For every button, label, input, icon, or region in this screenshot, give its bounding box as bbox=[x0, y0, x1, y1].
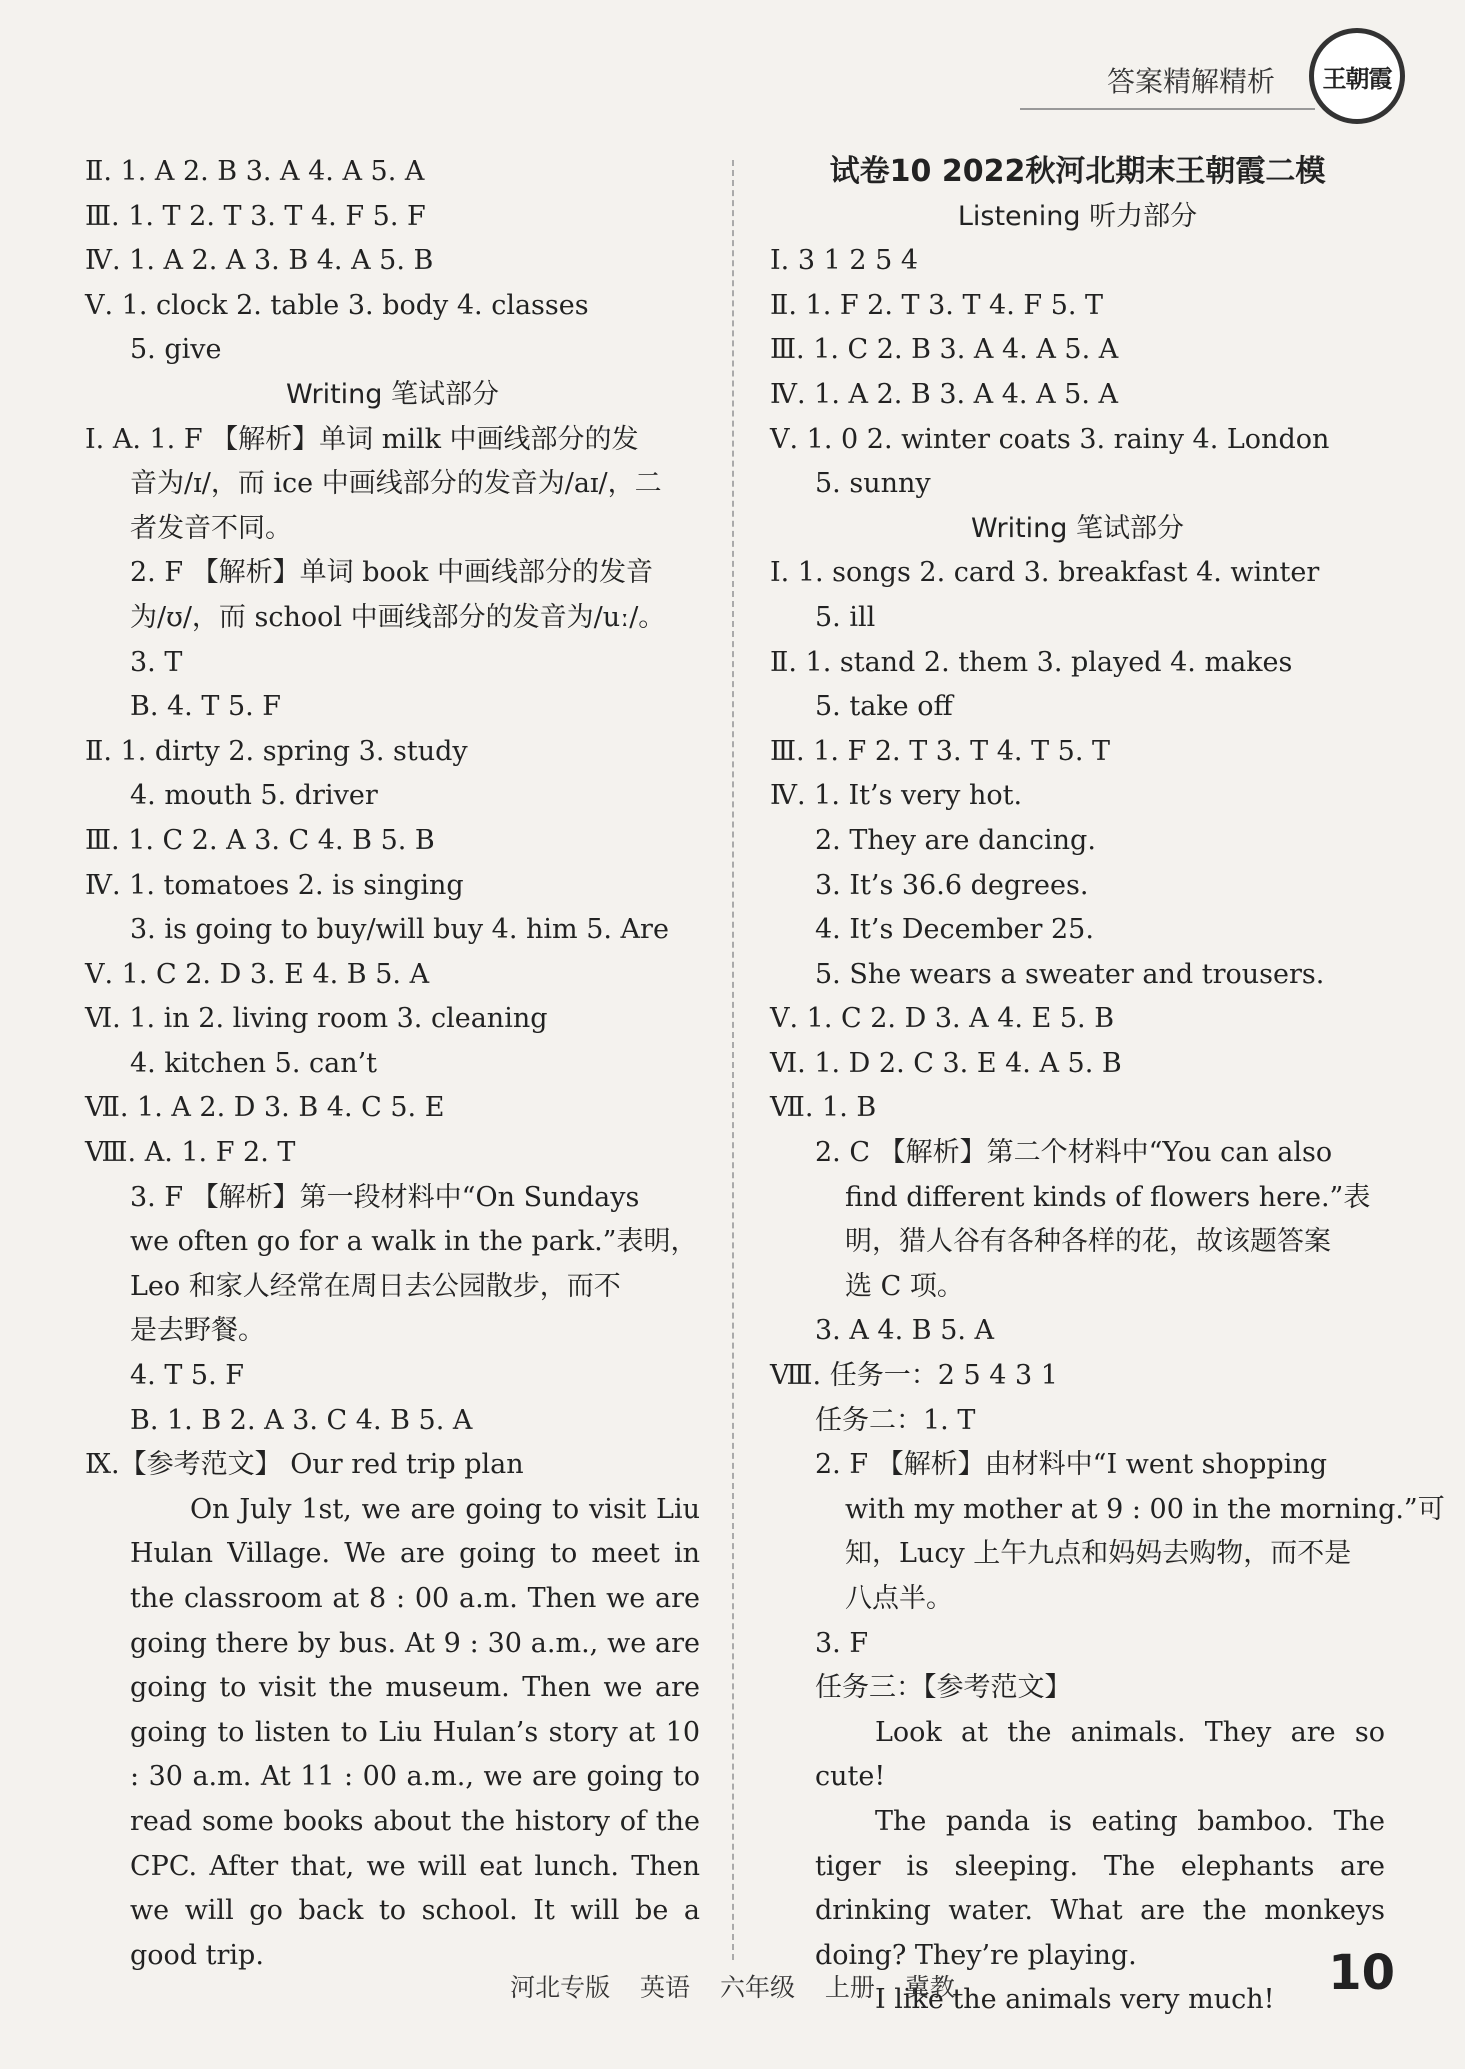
answer-line: Ⅶ. 1. A 2. D 3. B 4. C 5. E bbox=[85, 1092, 445, 1124]
answer-line: 5. sunny bbox=[815, 468, 931, 500]
answer-line: 任务二：1. T bbox=[815, 1404, 976, 1436]
answer-line: find different kinds of flowers here.”表 bbox=[845, 1181, 1371, 1213]
answer-line: 5. take off bbox=[815, 691, 953, 723]
answer-line: 选 C 项。 bbox=[845, 1270, 964, 1302]
answer-line: 2. F 【解析】由材料中“I went shopping bbox=[815, 1449, 1327, 1481]
answer-line: 音为/ɪ/，而 ice 中画线部分的发音为/aɪ/，二 bbox=[130, 468, 662, 500]
answer-line: Ⅳ. 1. A 2. B 3. A 4. A 5. A bbox=[770, 378, 1119, 410]
sample-essay-paragraph: I like the animals very much! bbox=[875, 1984, 1275, 2016]
answer-line: 4. T 5. F bbox=[130, 1360, 245, 1392]
answer-line: 3. is going to buy/will buy 4. him 5. Are bbox=[130, 914, 669, 946]
answer-line: 5. give bbox=[130, 334, 222, 366]
answer-line: 4. kitchen 5. can’t bbox=[130, 1047, 378, 1079]
answer-line: Ⅴ. 1. C 2. D 3. E 4. B 5. A bbox=[85, 958, 430, 990]
answer-line: 者发音不同。 bbox=[130, 512, 292, 544]
answer-line: Ⅲ. 1. T 2. T 3. T 4. F 5. F bbox=[85, 200, 426, 232]
answer-line: Ⅴ. 1. clock 2. table 3. body 4. classes bbox=[85, 289, 589, 321]
brand-logo bbox=[1309, 28, 1405, 124]
writing-section-heading: Writing 笔试部分 bbox=[285, 378, 499, 410]
test-title: 试卷10 2022秋河北期末王朝霞二模 bbox=[829, 154, 1326, 189]
answer-line: Ⅷ. A. 1. F 2. T bbox=[85, 1137, 296, 1169]
answer-line: Ⅱ. 1. dirty 2. spring 3. study bbox=[85, 735, 468, 767]
answer-line: Ⅴ. 1. C 2. D 3. A 4. E 5. B bbox=[770, 1003, 1115, 1035]
answer-line: Ⅷ. 任务一：2 5 4 3 1 bbox=[770, 1360, 1058, 1392]
answer-line: B. 1. B 2. A 3. C 4. B 5. A bbox=[130, 1404, 473, 1436]
header-title: 答案精解精析 bbox=[1106, 65, 1275, 98]
right-column bbox=[770, 150, 1445, 2023]
answer-line: 3. F bbox=[815, 1627, 869, 1659]
footer-edition: 河北专版 英语 六年级 上册 冀教 bbox=[510, 1973, 955, 2002]
answer-line: Ⅳ. 1. A 2. A 3. B 4. A 5. B bbox=[85, 245, 434, 277]
answer-line: Ⅳ. 1. tomatoes 2. is singing bbox=[85, 869, 464, 901]
answer-line: Ⅲ. 1. C 2. B 3. A 4. A 5. A bbox=[770, 334, 1119, 366]
logo-text: 王朝霞 bbox=[1322, 63, 1392, 93]
answer-line: Ⅴ. 1. 0 2. winter coats 3. rainy 4. London bbox=[770, 423, 1330, 455]
page-number: 10 bbox=[1328, 1945, 1395, 2001]
answer-line: 2. F 【解析】单词 book 中画线部分的发音 bbox=[130, 557, 653, 589]
answer-line: 4. It’s December 25. bbox=[815, 914, 1094, 946]
answer-line: 明，猎人谷有各种各样的花，故该题答案 bbox=[845, 1226, 1331, 1258]
answer-line: 5. She wears a sweater and trousers. bbox=[815, 958, 1325, 990]
header-rule bbox=[1020, 108, 1315, 110]
sample-essay: On July 1st, we are going to visit Liu Hulan Village. We are going to meet in the classroom at 8 : 00 a.m. Then we are going there by bus. At 9 : 30 a.m., we are going to visit the museum. Then we are going to listen to Liu Hulan’s story at 10 : 30 a.m. At 11 : 00 a.m., we are going to read some books about the history of the CPC. After that, we will eat lunch. Then we will go back to school. It will be a good trip. bbox=[130, 1493, 700, 1971]
answer-line: 任务三：【参考范文】 bbox=[815, 1672, 1072, 1704]
answer-line: 八点半。 bbox=[845, 1583, 953, 1614]
answer-line: Ⅲ. 1. C 2. A 3. C 4. B 5. B bbox=[85, 824, 435, 856]
answer-line: Ⅳ. 1. It’s very hot. bbox=[770, 780, 1023, 812]
answer-line: Ⅵ. 1. D 2. C 3. E 4. A 5. B bbox=[770, 1047, 1122, 1079]
answer-line: with my mother at 9 : 00 in the morning.”可 bbox=[845, 1493, 1445, 1525]
sample-essay-paragraph: The panda is eating bamboo. The tiger is sleeping. The elephants are drinking water. What are the monkeys doing? They’re playing. bbox=[815, 1805, 1385, 1971]
answer-line: Ⅸ.【参考范文】 Our red trip plan bbox=[85, 1449, 524, 1481]
answer-line: 5. ill bbox=[815, 601, 876, 633]
answer-line: 2. They are dancing. bbox=[815, 824, 1096, 856]
answer-line: Ⅰ. 1. songs 2. card 3. breakfast 4. winter bbox=[770, 557, 1320, 589]
answer-line: 4. mouth 5. driver bbox=[130, 780, 378, 812]
answer-line: 知，Lucy 上午九点和妈妈去购物，而不是 bbox=[845, 1538, 1352, 1570]
answer-line: Ⅶ. 1. B bbox=[770, 1092, 877, 1124]
left-column bbox=[85, 150, 700, 1978]
answer-line: Ⅱ. 1. F 2. T 3. T 4. F 5. T bbox=[770, 289, 1104, 321]
answer-line: 是去野餐。 bbox=[130, 1315, 265, 1347]
answer-line: Ⅵ. 1. in 2. living room 3. cleaning bbox=[85, 1003, 548, 1035]
column-divider bbox=[732, 160, 734, 1960]
answer-line: Ⅰ. A. 1. F 【解析】单词 milk 中画线部分的发 bbox=[85, 423, 639, 455]
answer-line: we often go for a walk in the park.”表明， bbox=[130, 1226, 698, 1258]
answer-line: Leo 和家人经常在周日去公园散步，而不 bbox=[130, 1270, 621, 1302]
answer-line: 3. F 【解析】第一段材料中“On Sundays bbox=[130, 1181, 640, 1213]
writing-section-heading: Writing 笔试部分 bbox=[970, 512, 1184, 544]
answer-line: Ⅲ. 1. F 2. T 3. T 4. T 5. T bbox=[770, 735, 1111, 767]
sample-essay-paragraph: Look at the animals. They are so cute! bbox=[815, 1716, 1385, 1793]
answer-line: 3. T bbox=[130, 646, 183, 678]
answer-line: 2. C 【解析】第二个材料中“You can also bbox=[815, 1137, 1333, 1169]
answer-line: Ⅰ. 3 1 2 5 4 bbox=[770, 245, 919, 277]
answer-line: Ⅱ. 1. stand 2. them 3. played 4. makes bbox=[770, 646, 1293, 678]
answer-line: 3. A 4. B 5. A bbox=[815, 1315, 995, 1347]
answer-line: 为/ʊ/，而 school 中画线部分的发音为/uː/。 bbox=[130, 601, 666, 633]
answer-line: 3. It’s 36.6 degrees. bbox=[815, 869, 1089, 901]
listening-section-heading: Listening 听力部分 bbox=[957, 200, 1198, 232]
answer-line: B. 4. T 5. F bbox=[130, 691, 282, 723]
answer-line: Ⅱ. 1. A 2. B 3. A 4. A 5. A bbox=[85, 156, 425, 187]
